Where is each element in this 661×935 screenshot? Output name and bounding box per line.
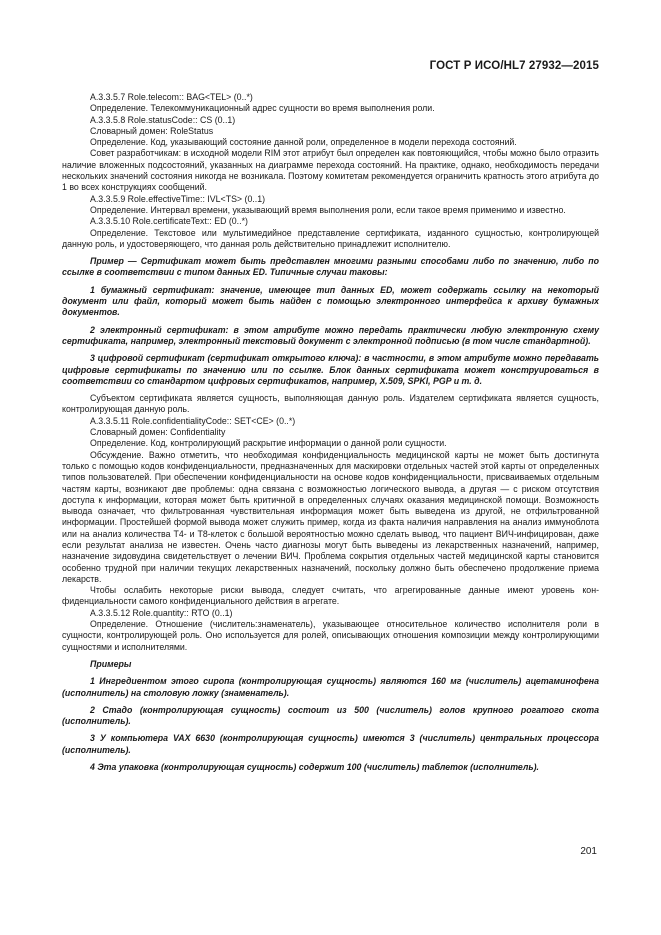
section-heading: A.3.3.5.7 Role.telecom:: BAG<TEL> (0..*): [90, 92, 253, 102]
definition-paragraph: Определение. Телекоммуникационный адрес сущности во время выполнения роли.: [90, 103, 435, 114]
page-number: 201: [580, 846, 597, 857]
example-intro: Пример — Сертификат может быть представлен многими разными способами либо по значению, либо по ссылке в соответствии с типом данных ED. Типичные случаи таковы:: [62, 256, 599, 278]
section-heading: A.3.3.5.11 Role.confidentialityCode:: SET<CE> (0..*): [90, 415, 296, 426]
discussion-paragraph: Обсуждение. Важно отметить, что необходимая конфиденциальность медицинской карты не может быть достигнута только с помощью кодов конфиденциальности, предназначенных для маскировки отдельных частей этой карты от определенных типов пользователей. При обеспечении конфиденциальности на основе кодов конфиденциальности, присваиваемых отдельным частям карты, возникают две проблемы: одна связана с возможностью логического вывода, а другая — с риском отсутствия доступа к информации, которая может быть критичной в определенных случаях оказания медицинской помощи. Возможность вывода означает, что фильтрованная чувствительная информация может быть выведена из другой, не отфильтрованной информации. Простейшей формой вывода может служить пример, когда из факта наличия направления на анализ иммуноблота или на анализ количества Т4- и Т8-клеток с большой вероятностью можно сделать вывод, что пациент ВИЧ-инфицирован, даже если результат анализа не известен. Очень часто диагнозы могут быть выведены из лекарственных назначений, например, назначение зидовудина свидетельствует о лечении ВИЧ. Проблема сокрытия отдельных частей медицинской карты становится особенно трудной при наличии текущих лекарственных назначений, поскольку должно быть обеспечено продолжение приема лекарств.: [62, 449, 599, 584]
definition-paragraph: Определение. Интервал времени, указывающий время выполнения роли, если такое время применимо и известно.: [90, 204, 566, 215]
vocabulary-domain: Словарный домен: Confidentiality: [90, 427, 226, 438]
example-item: 4 Эта упаковка (контролирующая сущность) содержит 100 (числитель) таблеток (исполнитель).: [90, 762, 539, 773]
section-heading: A.3.3.5.9 Role.effectiveTime:: IVL<TS> (0..1): [90, 193, 266, 204]
section-heading: A.3.3.5.10 Role.certificateText:: ED (0..*): [90, 216, 248, 227]
advice-paragraph: Совет разработчикам: в исходной модели RIM этот атрибут был определен как повтояющийся, чтобы можно было отразить наличие вложенных подсостояний, указанных на диаграмме перехода состояний. На практике, однако, необходимость передачи нескольких значений состояния никогда не возникала. Поэтому комитетам рекомендуется ограничить кратность этого атрибута до 1 во всех конструкциях сообщений.: [62, 148, 599, 193]
body-paragraph: Чтобы ослабить некоторые риски вывода, следует считать, что агрегированные данные имеют уровень конфиденциальности самого конфиденциального действия в агрегате.: [62, 585, 599, 607]
examples-heading: Примеры: [90, 658, 132, 669]
example-item: 3 У компьютера VAX 6630 (контролирующая сущность) имеются 3 (числитель) центральных процессора (исполнитель).: [62, 733, 599, 755]
example-item: 1 бумажный сертификат: значение, имеющее тип данных ED, может содержать ссылку на некоторый документ или файл, который может быть найден с помощью электронного интерфейса к архиву бумажных документов.: [62, 284, 599, 318]
section-heading: A.3.3.5.8 Role.statusCode:: CS (0..1): [90, 114, 236, 125]
example-item: 2 электронный сертификат: в этом атрибуте можно передать практически любую электронную схему сертификата, например, электронный текстовый документ с электронной подписью (в том числе стандартной).: [62, 324, 599, 346]
example-item: 3 цифровой сертификат (сертификат открытого ключа): в частности, в этом атрибуте можно передавать цифровые сертификаты по значению или по ссылке. Блок данных сертификата может конструироваться в соответствии со стандартом цифровых сертификатов, например, X.509, SPKI, PGP и т. д.: [62, 353, 599, 386]
document-body: [62, 92, 599, 773]
definition-paragraph: Определение. Отношение (числитель:знаменатель), указывающее относительное количество исполнителя роли в сущности, контролирующей роль. Оно используется для ролей, описывающих отношения композиции между контролирующими сущностями и исполнителями.: [62, 619, 599, 652]
vocabulary-domain: Словарный домен: RoleStatus: [90, 125, 214, 136]
example-item: 2 Стадо (контролирующая сущность) состоит из 500 (числитель) голов крупного рогатого скота (исполнитель).: [62, 704, 599, 727]
section-heading: A.3.3.5.12 Role.quantity:: RTO (0..1): [90, 607, 233, 618]
definition-paragraph: Определение. Текстовое или мультимедийное представление сертификата, изданного сущностью, контролирующей данную роль, и удостоверяющего, что данная роль действительно принадлежит исполнителю.: [62, 227, 599, 249]
definition-paragraph: Определение. Код, контролирующий раскрытие информации о данной роли сущности.: [90, 438, 447, 449]
example-item: 1 Ингредиентом этого сиропа (контролирующая сущность) являются 160 мг (числитель) ацетаминофена (исполнитель) на столовую ложку (знаменатель).: [62, 676, 599, 698]
document-header: ГОСТ Р ИСО/HL7 27932—2015: [429, 60, 599, 72]
body-paragraph: Субъектом сертификата является сущность, выполняющая данную роль. Издателем сертификата является сущность, контролирующая данную роль.: [62, 393, 599, 415]
definition-paragraph: Определение. Код, указывающий состояние данной роли, определенное в модели перехода состояний.: [90, 137, 517, 148]
